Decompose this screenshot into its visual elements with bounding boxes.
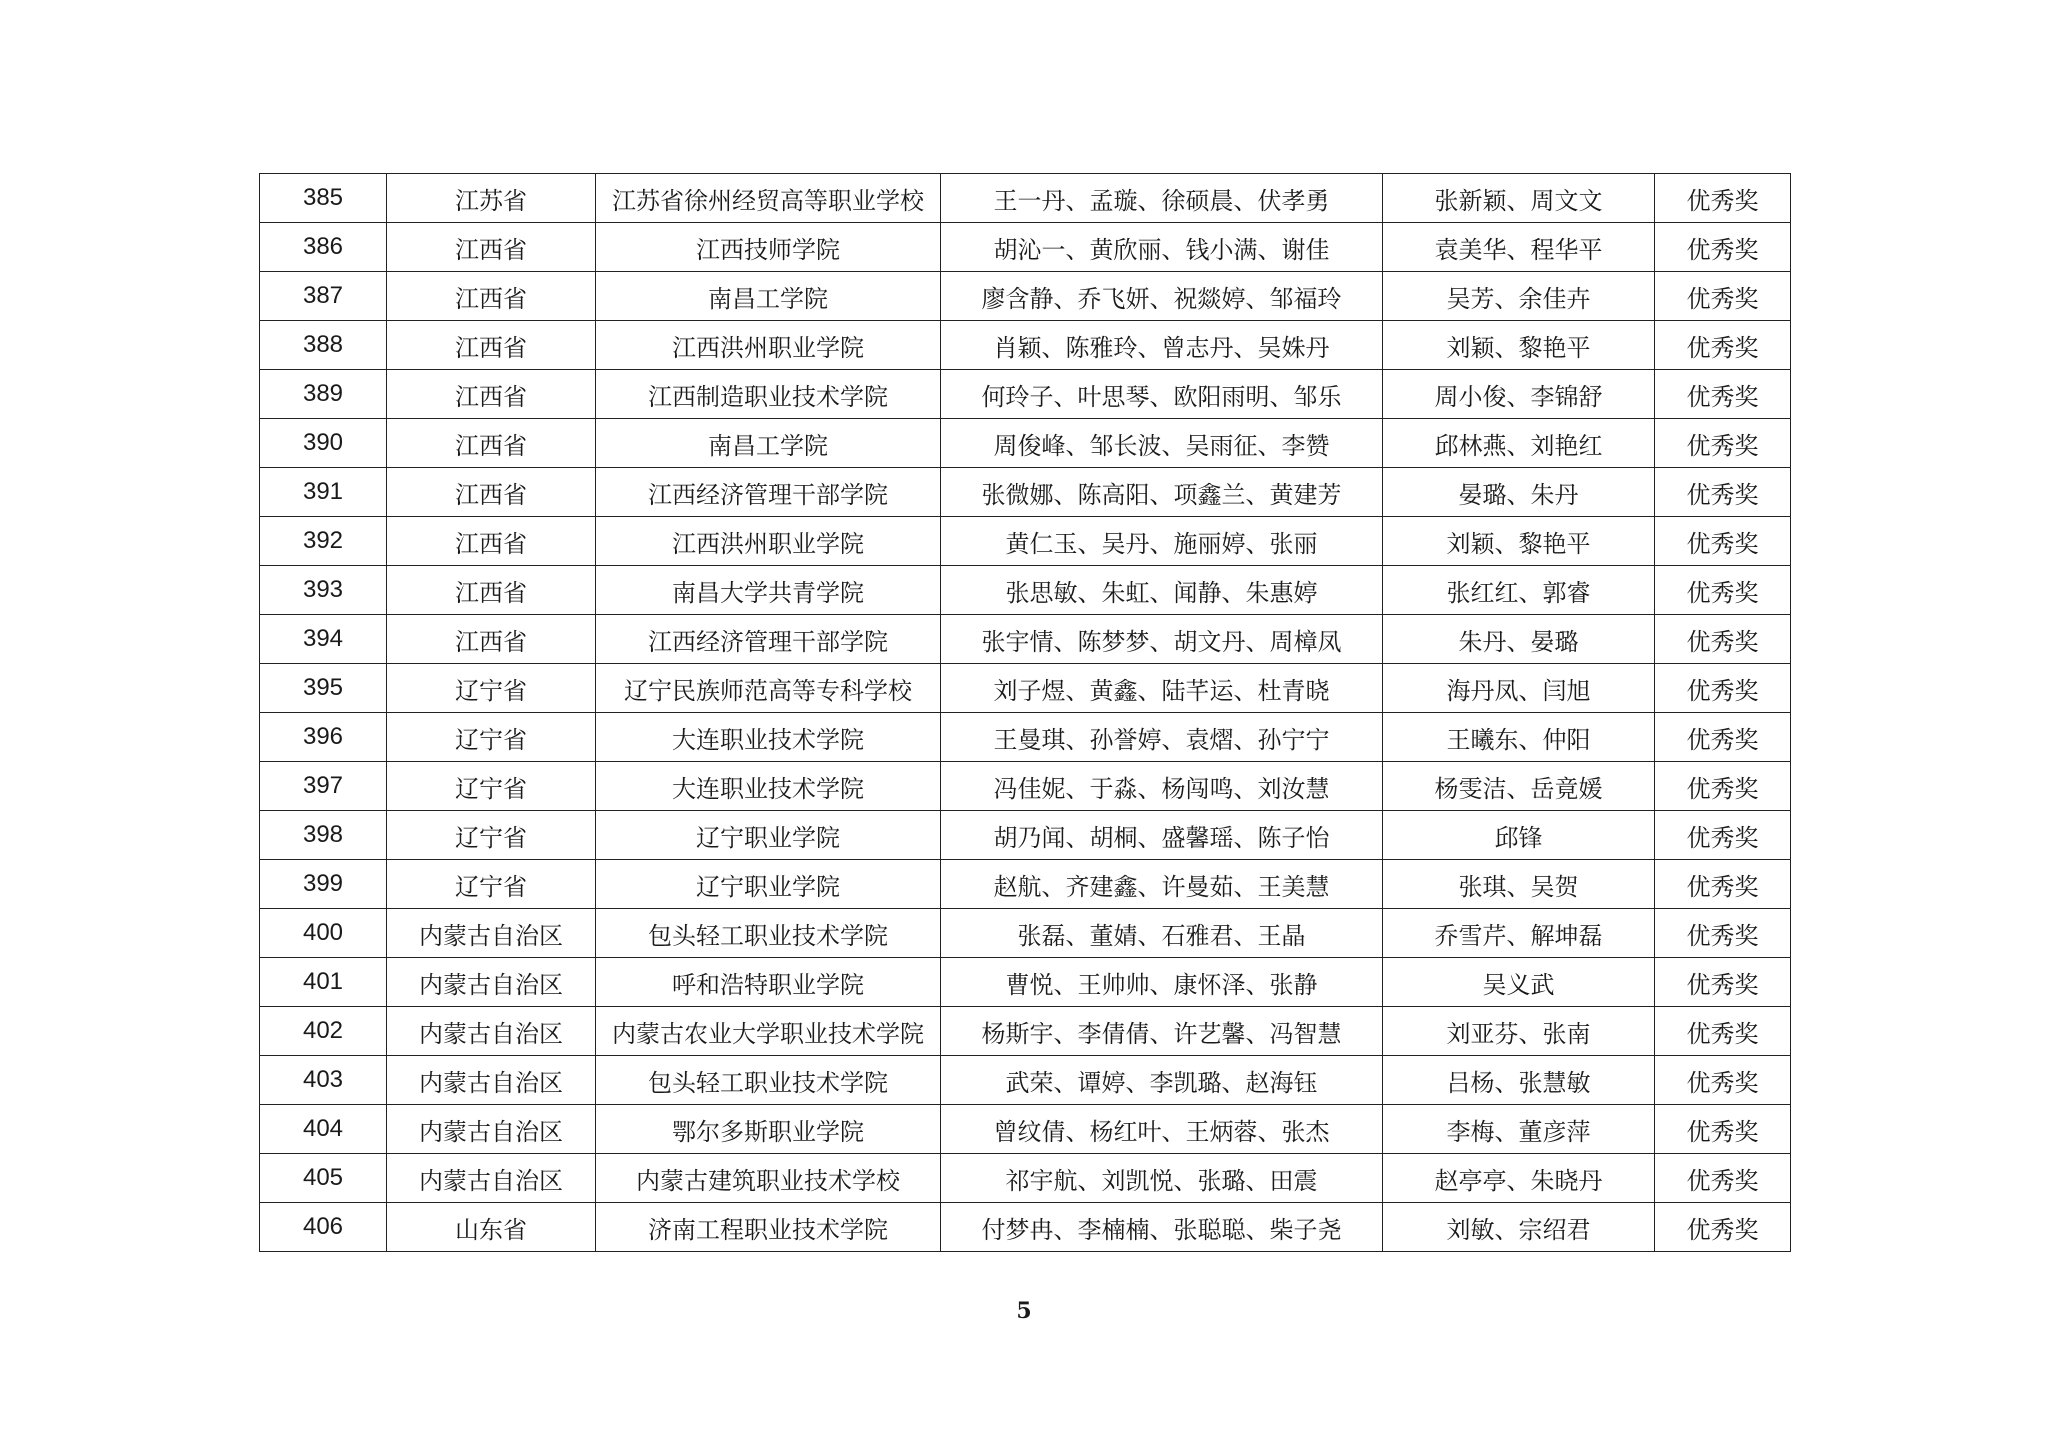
table-row (260, 1154, 1791, 1203)
cell-award: 优秀奖 (1655, 1105, 1791, 1154)
cell-school: 江西洪州职业学院 (596, 321, 941, 370)
cell-number: 387 (260, 272, 387, 321)
cell-students: 廖含静、乔飞妍、祝燚婷、邹福玲 (941, 272, 1383, 321)
cell-number: 389 (260, 370, 387, 419)
awards-table (259, 173, 1791, 1252)
cell-award: 优秀奖 (1655, 468, 1791, 517)
table-row (260, 762, 1791, 811)
cell-number: 405 (260, 1154, 387, 1203)
cell-teachers: 赵亭亭、朱晓丹 (1383, 1154, 1655, 1203)
table-row (260, 1056, 1791, 1105)
cell-award: 优秀奖 (1655, 566, 1791, 615)
cell-teachers: 海丹凤、闫旭 (1383, 664, 1655, 713)
cell-award: 优秀奖 (1655, 370, 1791, 419)
cell-province: 江苏省 (387, 174, 596, 223)
cell-award: 优秀奖 (1655, 321, 1791, 370)
cell-province: 辽宁省 (387, 713, 596, 762)
cell-province: 山东省 (387, 1203, 596, 1252)
cell-number: 390 (260, 419, 387, 468)
cell-school: 江西制造职业技术学院 (596, 370, 941, 419)
cell-number: 406 (260, 1203, 387, 1252)
cell-school: 江西洪州职业学院 (596, 517, 941, 566)
cell-school: 南昌工学院 (596, 272, 941, 321)
table-row (260, 517, 1791, 566)
cell-students: 冯佳妮、于淼、杨闯鸣、刘汝慧 (941, 762, 1383, 811)
cell-province: 内蒙古自治区 (387, 958, 596, 1007)
cell-school: 鄂尔多斯职业学院 (596, 1105, 941, 1154)
cell-province: 江西省 (387, 517, 596, 566)
cell-number: 399 (260, 860, 387, 909)
table-row (260, 370, 1791, 419)
table-row (260, 566, 1791, 615)
cell-award: 优秀奖 (1655, 762, 1791, 811)
cell-students: 付梦冉、李楠楠、张聪聪、柴子尧 (941, 1203, 1383, 1252)
cell-teachers: 朱丹、晏璐 (1383, 615, 1655, 664)
table-row (260, 272, 1791, 321)
cell-students: 胡乃闻、胡桐、盛馨瑶、陈子怡 (941, 811, 1383, 860)
cell-school: 南昌工学院 (596, 419, 941, 468)
awards-table-body (260, 174, 1791, 1252)
cell-award: 优秀奖 (1655, 860, 1791, 909)
cell-school: 济南工程职业技术学院 (596, 1203, 941, 1252)
cell-number: 398 (260, 811, 387, 860)
cell-province: 江西省 (387, 468, 596, 517)
cell-students: 张宇情、陈梦梦、胡文丹、周樟凤 (941, 615, 1383, 664)
cell-teachers: 刘敏、宗绍君 (1383, 1203, 1655, 1252)
cell-students: 王一丹、孟璇、徐硕晨、伏孝勇 (941, 174, 1383, 223)
cell-teachers: 张琪、吴贺 (1383, 860, 1655, 909)
cell-school: 呼和浩特职业学院 (596, 958, 941, 1007)
cell-teachers: 刘亚芬、张南 (1383, 1007, 1655, 1056)
table-row (260, 468, 1791, 517)
cell-teachers: 吴芳、余佳卉 (1383, 272, 1655, 321)
cell-province: 辽宁省 (387, 664, 596, 713)
cell-students: 王曼琪、孙誉婷、袁熠、孙宁宁 (941, 713, 1383, 762)
cell-number: 393 (260, 566, 387, 615)
cell-province: 辽宁省 (387, 860, 596, 909)
cell-teachers: 邱林燕、刘艳红 (1383, 419, 1655, 468)
cell-province: 江西省 (387, 321, 596, 370)
cell-award: 优秀奖 (1655, 664, 1791, 713)
cell-teachers: 刘颖、黎艳平 (1383, 321, 1655, 370)
cell-award: 优秀奖 (1655, 174, 1791, 223)
cell-province: 江西省 (387, 223, 596, 272)
cell-province: 江西省 (387, 272, 596, 321)
cell-province: 内蒙古自治区 (387, 1105, 596, 1154)
cell-province: 内蒙古自治区 (387, 1154, 596, 1203)
cell-school: 内蒙古建筑职业技术学校 (596, 1154, 941, 1203)
cell-students: 曹悦、王帅帅、康怀泽、张静 (941, 958, 1383, 1007)
cell-number: 404 (260, 1105, 387, 1154)
cell-number: 401 (260, 958, 387, 1007)
table-row (260, 1105, 1791, 1154)
cell-school: 江西经济管理干部学院 (596, 468, 941, 517)
cell-school: 辽宁职业学院 (596, 860, 941, 909)
cell-award: 优秀奖 (1655, 1154, 1791, 1203)
table-row (260, 909, 1791, 958)
cell-school: 内蒙古农业大学职业技术学院 (596, 1007, 941, 1056)
cell-school: 辽宁民族师范高等专科学校 (596, 664, 941, 713)
table-row (260, 958, 1791, 1007)
cell-award: 优秀奖 (1655, 1056, 1791, 1105)
cell-number: 386 (260, 223, 387, 272)
cell-students: 曾纹倩、杨红叶、王炳蓉、张杰 (941, 1105, 1383, 1154)
cell-number: 402 (260, 1007, 387, 1056)
cell-students: 张微娜、陈高阳、项鑫兰、黄建芳 (941, 468, 1383, 517)
table-row (260, 860, 1791, 909)
cell-province: 内蒙古自治区 (387, 909, 596, 958)
cell-students: 刘子煜、黄鑫、陆芊运、杜青晓 (941, 664, 1383, 713)
table-row (260, 174, 1791, 223)
cell-province: 江西省 (387, 615, 596, 664)
cell-teachers: 乔雪芹、解坤磊 (1383, 909, 1655, 958)
cell-number: 395 (260, 664, 387, 713)
cell-number: 391 (260, 468, 387, 517)
table-row (260, 713, 1791, 762)
cell-school: 包头轻工职业技术学院 (596, 909, 941, 958)
cell-number: 392 (260, 517, 387, 566)
table-row (260, 1203, 1791, 1252)
table-row (260, 223, 1791, 272)
page-number: 5 (1016, 1298, 1032, 1324)
cell-province: 江西省 (387, 566, 596, 615)
cell-teachers: 张红红、郭睿 (1383, 566, 1655, 615)
table-row (260, 419, 1791, 468)
table-row (260, 321, 1791, 370)
cell-teachers: 张新颖、周文文 (1383, 174, 1655, 223)
cell-teachers: 袁美华、程华平 (1383, 223, 1655, 272)
cell-teachers: 晏璐、朱丹 (1383, 468, 1655, 517)
cell-school: 南昌大学共青学院 (596, 566, 941, 615)
cell-school: 包头轻工职业技术学院 (596, 1056, 941, 1105)
cell-school: 辽宁职业学院 (596, 811, 941, 860)
cell-province: 江西省 (387, 419, 596, 468)
cell-province: 辽宁省 (387, 811, 596, 860)
cell-number: 397 (260, 762, 387, 811)
table-row (260, 1007, 1791, 1056)
cell-students: 张思敏、朱虹、闻静、朱惠婷 (941, 566, 1383, 615)
cell-province: 内蒙古自治区 (387, 1056, 596, 1105)
cell-number: 394 (260, 615, 387, 664)
cell-teachers: 周小俊、李锦舒 (1383, 370, 1655, 419)
cell-number: 388 (260, 321, 387, 370)
table-row (260, 664, 1791, 713)
cell-school: 大连职业技术学院 (596, 762, 941, 811)
cell-teachers: 邱锋 (1383, 811, 1655, 860)
cell-award: 优秀奖 (1655, 272, 1791, 321)
cell-students: 黄仁玉、吴丹、施丽婷、张丽 (941, 517, 1383, 566)
cell-award: 优秀奖 (1655, 713, 1791, 762)
cell-school: 江西技师学院 (596, 223, 941, 272)
cell-award: 优秀奖 (1655, 223, 1791, 272)
cell-students: 肖颖、陈雅玲、曾志丹、吴姝丹 (941, 321, 1383, 370)
cell-school: 大连职业技术学院 (596, 713, 941, 762)
cell-award: 优秀奖 (1655, 517, 1791, 566)
cell-number: 403 (260, 1056, 387, 1105)
cell-teachers: 杨雯洁、岳竟媛 (1383, 762, 1655, 811)
cell-award: 优秀奖 (1655, 1007, 1791, 1056)
cell-students: 祁宇航、刘凯悦、张璐、田震 (941, 1154, 1383, 1203)
cell-teachers: 刘颖、黎艳平 (1383, 517, 1655, 566)
cell-province: 内蒙古自治区 (387, 1007, 596, 1056)
cell-students: 周俊峰、邹长波、吴雨征、李赞 (941, 419, 1383, 468)
cell-award: 优秀奖 (1655, 811, 1791, 860)
cell-number: 385 (260, 174, 387, 223)
cell-students: 何玲子、叶思琴、欧阳雨明、邹乐 (941, 370, 1383, 419)
cell-award: 优秀奖 (1655, 615, 1791, 664)
cell-award: 优秀奖 (1655, 419, 1791, 468)
cell-award: 优秀奖 (1655, 1203, 1791, 1252)
cell-teachers: 李梅、董彦萍 (1383, 1105, 1655, 1154)
cell-students: 张磊、董婧、石雅君、王晶 (941, 909, 1383, 958)
cell-province: 江西省 (387, 370, 596, 419)
cell-teachers: 吴义武 (1383, 958, 1655, 1007)
cell-students: 赵航、齐建鑫、许曼茹、王美慧 (941, 860, 1383, 909)
cell-school: 江苏省徐州经贸高等职业学校 (596, 174, 941, 223)
cell-province: 辽宁省 (387, 762, 596, 811)
table-row (260, 811, 1791, 860)
cell-award: 优秀奖 (1655, 958, 1791, 1007)
cell-number: 396 (260, 713, 387, 762)
cell-teachers: 王曦东、仲阳 (1383, 713, 1655, 762)
cell-students: 杨斯宇、李倩倩、许艺馨、冯智慧 (941, 1007, 1383, 1056)
cell-students: 胡沁一、黄欣丽、钱小满、谢佳 (941, 223, 1383, 272)
cell-award: 优秀奖 (1655, 909, 1791, 958)
table-row (260, 615, 1791, 664)
cell-teachers: 吕杨、张慧敏 (1383, 1056, 1655, 1105)
cell-school: 江西经济管理干部学院 (596, 615, 941, 664)
cell-number: 400 (260, 909, 387, 958)
cell-students: 武荣、谭婷、李凯璐、赵海钰 (941, 1056, 1383, 1105)
